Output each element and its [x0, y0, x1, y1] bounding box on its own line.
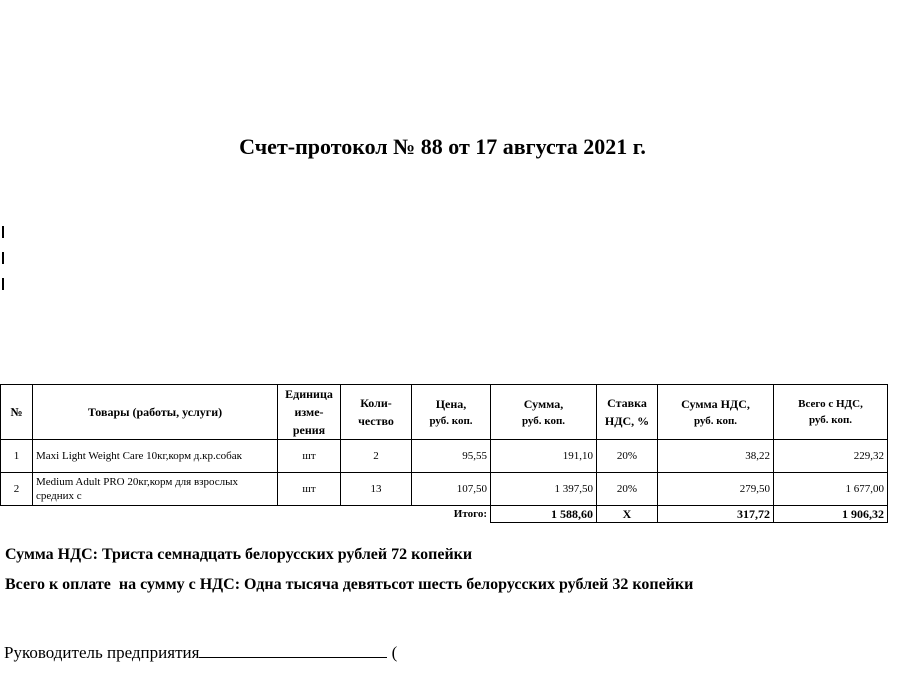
document-title: Счет-протокол № 88 от 17 августа 2021 г.: [239, 134, 646, 159]
vat-sum-header-sub: руб. коп.: [693, 415, 738, 427]
signature-underline: [199, 640, 387, 658]
col-header-qty: [341, 385, 412, 440]
qty-header-line-2: чество: [358, 414, 394, 428]
invoice-table: [0, 384, 888, 523]
row-vat-sum: 38,22: [658, 440, 774, 473]
col-header-vat-sum: [658, 385, 774, 440]
row-vat-rate: 20%: [597, 440, 658, 473]
qty-header-line-1: Коли-: [360, 396, 392, 410]
col-header-total: [774, 385, 888, 440]
col-header-vat-rate: [597, 385, 658, 440]
signature-line: [4, 640, 397, 663]
sum-header-sub: руб. коп.: [521, 415, 566, 427]
row-num: 1: [1, 440, 33, 473]
table-header-row: [1, 385, 888, 440]
sum-header: Сумма,: [523, 397, 564, 411]
row-goods-name: Maxi Light Weight Care 10кг,корм д.кр.собак: [33, 440, 278, 473]
totals-row: [1, 506, 888, 523]
totals-vat-rate: X: [597, 506, 658, 523]
row-vat-rate: 20%: [597, 473, 658, 506]
total-header: Всего с НДС,: [798, 398, 863, 410]
row-qty: 13: [341, 473, 412, 506]
table-row: [1, 473, 888, 506]
total-header-sub: руб. коп.: [808, 414, 853, 426]
unit-header-line-1: Единица: [285, 387, 333, 401]
row-vat-sum: 279,50: [658, 473, 774, 506]
row-sum: 191,10: [491, 440, 597, 473]
totals-blank: [278, 506, 341, 523]
totals-blank: [33, 506, 278, 523]
unit-header-line-3: рения: [292, 423, 326, 437]
totals-label: Итого:: [453, 508, 487, 521]
totals-sum: 1 588,60: [491, 506, 597, 523]
signature-paren: (: [391, 643, 398, 662]
row-unit: шт: [278, 440, 341, 473]
vat-sum-header: Сумма НДС,: [681, 397, 750, 411]
totals-vat-sum: 317,72: [658, 506, 774, 523]
row-sum: 1 397,50: [491, 473, 597, 506]
vat-rate-header-line-1: Ставка: [607, 396, 647, 410]
col-header-price: [412, 385, 491, 440]
col-header-num: №: [1, 385, 33, 440]
row-total: 1 677,00: [774, 473, 888, 506]
col-header-sum: [491, 385, 597, 440]
totals-total: 1 906,32: [774, 506, 888, 523]
totals-blank: [341, 506, 412, 523]
table-row: [1, 440, 888, 473]
row-qty: 2: [341, 440, 412, 473]
col-header-unit: [278, 385, 341, 440]
total-payment-text: Всего к оплате на сумму с НДС: Одна тысяча девятьсот шесть белорусских рублей 32 копейки: [5, 576, 694, 593]
row-unit: шт: [278, 473, 341, 506]
price-header: Цена,: [435, 397, 467, 411]
totals-blank: [1, 506, 33, 523]
row-num: 2: [1, 473, 33, 506]
col-header-goods: Товары (работы, услуги): [33, 385, 278, 440]
row-total: 229,32: [774, 440, 888, 473]
scan-marks: [0, 222, 6, 292]
signature-label: Руководитель предприятия: [4, 643, 200, 662]
price-header-sub: руб. коп.: [429, 415, 473, 427]
row-price: 107,50: [412, 473, 491, 506]
vat-rate-header-line-2: НДС, %: [604, 414, 650, 428]
row-goods-name: Medium Adult PRO 20кг,корм для взрослых средних с: [33, 473, 278, 506]
vat-sum-text: Сумма НДС: Триста семнадцать белорусских рублей 72 копейки: [5, 546, 473, 563]
row-price: 95,55: [412, 440, 491, 473]
unit-header-line-2: изме-: [294, 405, 324, 419]
